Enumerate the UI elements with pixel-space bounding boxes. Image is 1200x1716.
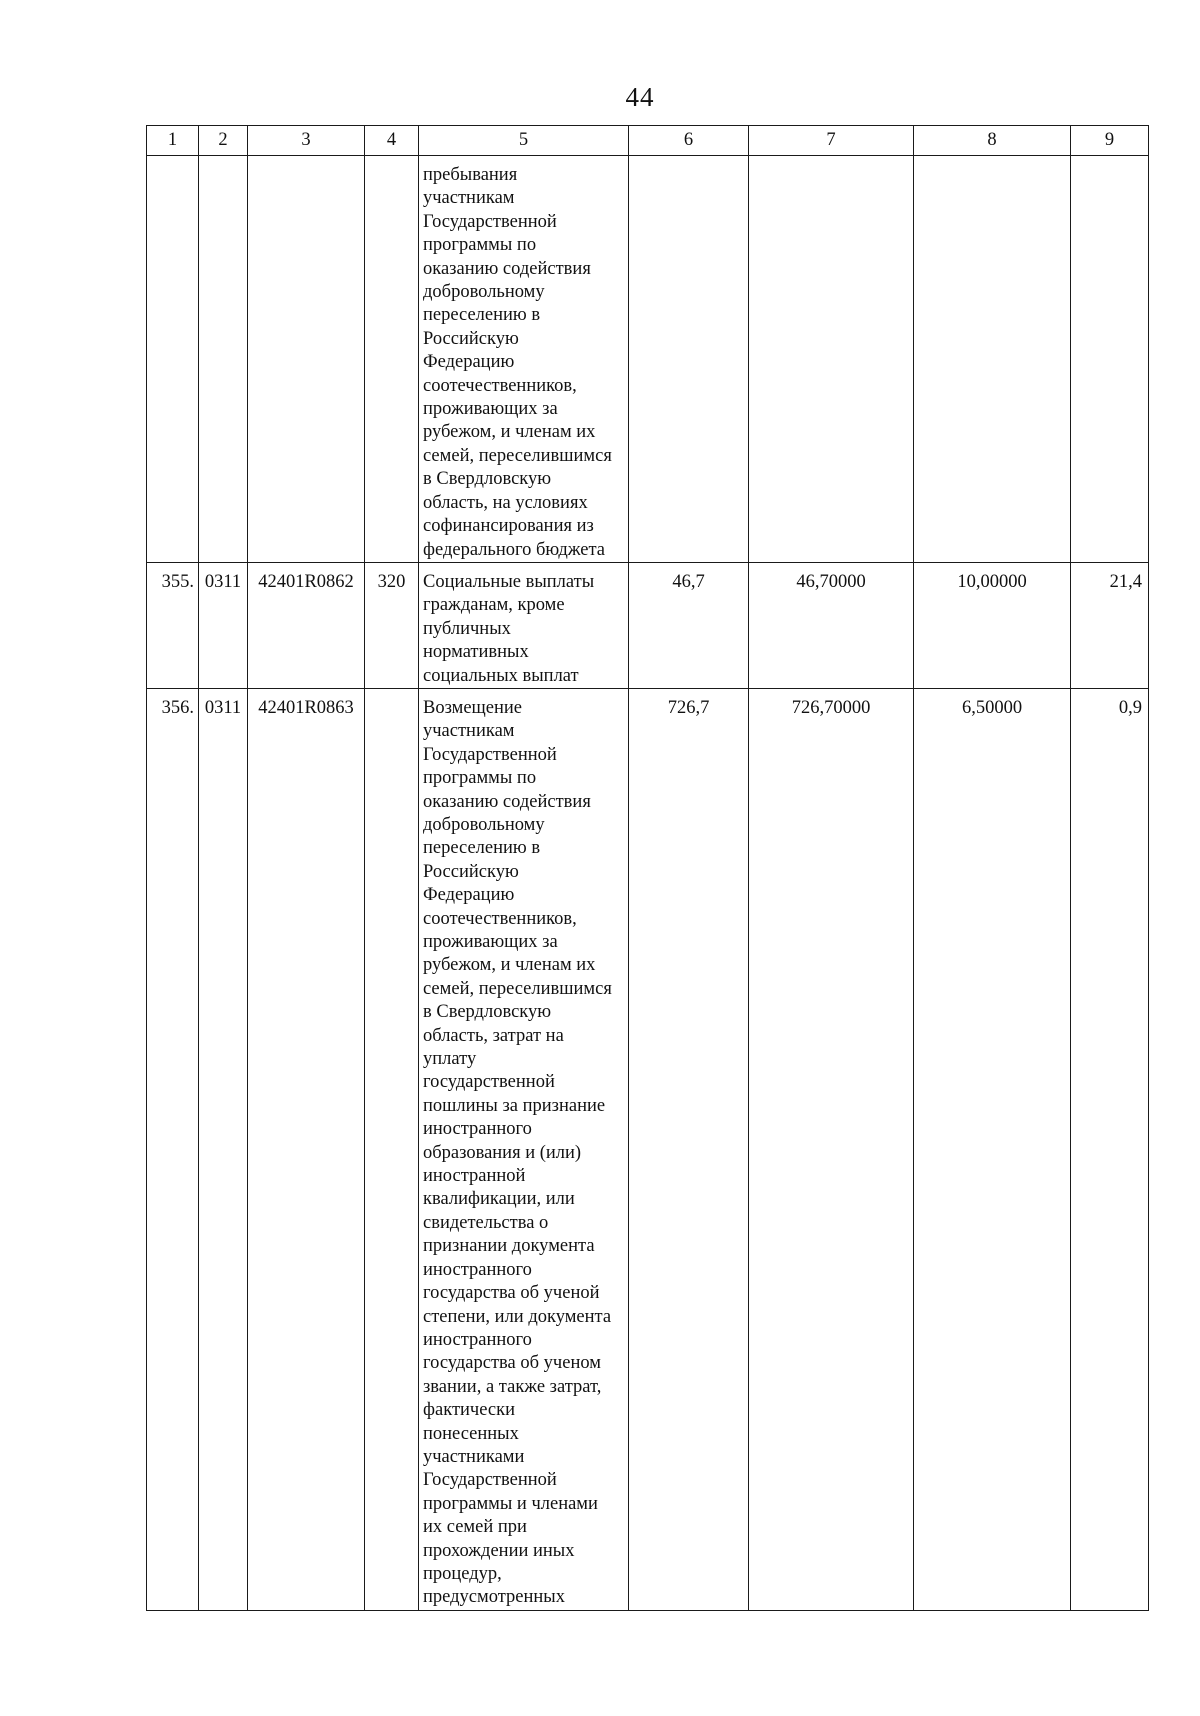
col-header: 3 — [248, 126, 365, 156]
amount-col-8 — [914, 156, 1071, 563]
expense-type-code — [365, 688, 419, 1610]
description-line: иностранной — [423, 1166, 526, 1187]
description-line: пошлины за признание — [423, 1095, 606, 1116]
description-line: прохождении иных — [423, 1540, 575, 1561]
description-line: Государственной — [423, 744, 557, 765]
amount-col-7 — [749, 156, 914, 563]
description-line: участниками — [423, 1446, 525, 1467]
expense-type-code: 320 — [365, 562, 419, 688]
description-line: свидетельства о — [423, 1212, 549, 1233]
page-number: 44 — [625, 82, 655, 112]
description-line: область, на условиях — [423, 492, 588, 513]
table-header-row — [147, 126, 1149, 156]
amount-col-9: 21,4 — [1071, 562, 1149, 688]
table-row — [147, 562, 1149, 688]
amount-col-8: 6,50000 — [914, 688, 1071, 1610]
description-line: их семей при — [423, 1517, 527, 1538]
description-line: гражданам, кроме — [423, 595, 565, 616]
description-line: иностранного — [423, 1259, 532, 1280]
amount-col-8: 10,00000 — [914, 562, 1071, 688]
description-line: признании документа — [423, 1236, 595, 1257]
description-line: в Свердловскую — [423, 1002, 552, 1023]
row-description — [419, 562, 629, 688]
description-line: Государственной — [423, 1470, 557, 1491]
description-line: степени, или документа — [423, 1306, 612, 1327]
description-line: государства об ученой — [423, 1283, 600, 1304]
description-line: Российскую — [423, 861, 519, 882]
description-line: образования и (или) — [423, 1142, 582, 1163]
amount-col-7: 46,70000 — [749, 562, 914, 688]
description-line: Возмещение — [423, 697, 523, 718]
description-line: соотечественников, — [423, 375, 577, 396]
description-line: участникам — [423, 188, 515, 209]
description-line: добровольному — [423, 282, 545, 303]
description-line: переселению в — [423, 305, 541, 326]
description-line: соотечественников, — [423, 908, 577, 929]
description-line: семей, переселившимся — [423, 978, 612, 999]
description-line: Федерацию — [423, 885, 515, 906]
col-header: 8 — [914, 126, 1071, 156]
col-header: 1 — [147, 126, 199, 156]
row-description — [419, 156, 629, 563]
description-line: иностранного — [423, 1329, 532, 1350]
row-description — [419, 688, 629, 1610]
section-code: 0311 — [199, 688, 248, 1610]
amount-col-9 — [1071, 156, 1149, 563]
col-header: 6 — [629, 126, 749, 156]
description-line: федерального бюджета — [423, 539, 606, 560]
description-line: процедур, — [423, 1563, 502, 1584]
description-line: в Свердловскую — [423, 469, 552, 490]
amount-col-6 — [629, 156, 749, 563]
description-line: софинансирования из — [423, 516, 594, 537]
amount-col-6: 726,7 — [629, 688, 749, 1610]
description-line: иностранного — [423, 1119, 532, 1140]
description-line: семей, переселившимся — [423, 445, 612, 466]
row-number — [147, 156, 199, 563]
description-line: пребывания — [423, 165, 518, 185]
description-line: фактически — [423, 1400, 516, 1421]
description-line: предусмотренных — [423, 1587, 565, 1608]
description-line: государственной — [423, 1072, 555, 1093]
col-header: 7 — [749, 126, 914, 156]
description-line: рубежом, и членам их — [423, 422, 596, 443]
table-row — [147, 156, 1149, 563]
budget-table — [146, 125, 1149, 1611]
amount-col-6: 46,7 — [629, 562, 749, 688]
section-code: 0311 — [199, 562, 248, 688]
description-line: понесенных — [423, 1423, 519, 1444]
description-line: нормативных — [423, 642, 529, 663]
description-line: программы и членами — [423, 1493, 598, 1514]
description-line: участникам — [423, 721, 515, 742]
description-line: государства об ученом — [423, 1353, 601, 1374]
description-line: Государственной — [423, 211, 557, 232]
target-article-code: 42401R0862 — [248, 562, 365, 688]
description-line: рубежом, и членам их — [423, 955, 596, 976]
row-number: 355. — [147, 562, 199, 688]
description-line: публичных — [423, 618, 511, 639]
col-header: 9 — [1071, 126, 1149, 156]
description-line: Федерацию — [423, 352, 515, 373]
description-line: социальных выплат — [423, 665, 579, 686]
row-number: 356. — [147, 688, 199, 1610]
target-article-code — [248, 156, 365, 563]
description-line: Социальные выплаты — [423, 571, 595, 592]
description-line: оказанию содействия — [423, 258, 591, 279]
col-header: 4 — [365, 126, 419, 156]
table-row — [147, 688, 1149, 1610]
description-line: проживающих за — [423, 932, 558, 952]
amount-col-7: 726,70000 — [749, 688, 914, 1610]
description-line: проживающих за — [423, 399, 558, 420]
description-line: область, затрат на — [423, 1025, 564, 1046]
description-line: уплату — [423, 1049, 477, 1070]
col-header: 2 — [199, 126, 248, 156]
description-line: Российскую — [423, 328, 519, 349]
description-line: добровольному — [423, 814, 545, 835]
description-line: переселению в — [423, 838, 541, 859]
description-line: квалификации, или — [423, 1189, 575, 1210]
expense-type-code — [365, 156, 419, 563]
amount-col-9: 0,9 — [1071, 688, 1149, 1610]
description-line: оказанию содействия — [423, 791, 591, 812]
col-header: 5 — [419, 126, 629, 156]
target-article-code: 42401R0863 — [248, 688, 365, 1610]
description-line: программы по — [423, 235, 537, 256]
description-line: звании, а также затрат, — [423, 1376, 602, 1397]
section-code — [199, 156, 248, 563]
description-line: программы по — [423, 768, 537, 789]
